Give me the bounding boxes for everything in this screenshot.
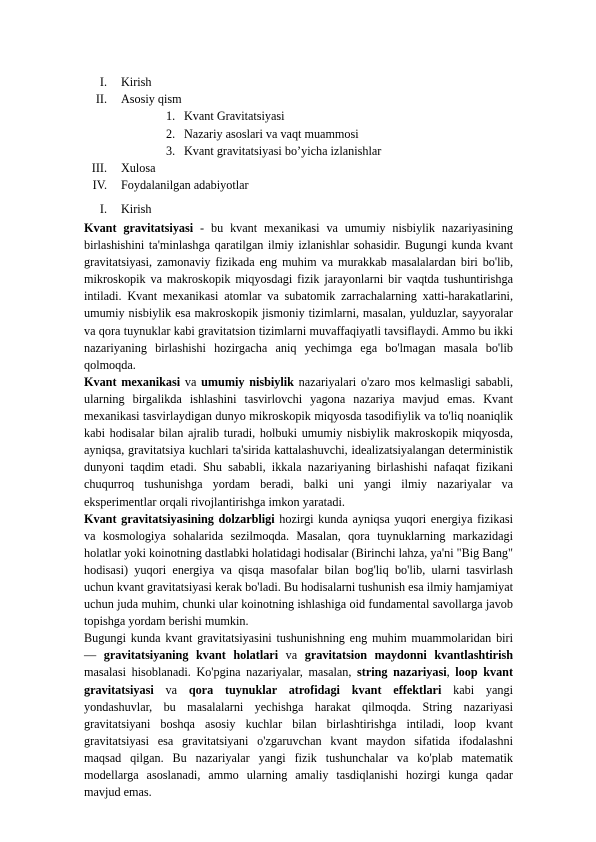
toc-subitem-label: Kvant Gravitatsiyasi xyxy=(184,109,285,124)
toc-item-kirish xyxy=(0,74,596,91)
paragraph-text: va xyxy=(180,374,202,389)
paragraph-text: - bu kvant mexanikasi va umumiy nisbiylik nazariyasining birlashishini ta'minlashga qaratilgan ilmiy izlanishlar sohasidir. Bugungi kunda kvant gravitatsiyasi, zamonaviy fizikada eng muhim va murakkab masalalardan biri bo'lib, mikroskopik va makroskopik miqyosdagi fizik jarayonlarni bir vaqtda tushuntirishga intiladi. Kvant mexanikasi atomlar va subatomik zarrachalarning xatti-harakatlarini, umumiy nisbiylik esa makroskopik jismoniy tizimlarni, masalan, yulduzlar, sayyoralar va qora tuynuklar kabi gravitatsion tizimlarni muvaffaqiyatli tavsiflaydi. Ammo bu ikki nazariyaning birlashishi hozirgacha aniq yechimga ega bo'lmagan masala bo'lib qolmoqda. xyxy=(84,221,513,372)
toc-item-number: III. xyxy=(91,160,107,175)
section-title: Kirish xyxy=(121,202,152,216)
paragraph-text: nazariyalari o'zaro mos kelmasligi sababli, ularning birgalikda ishlashini tasvirlovchi yagona nazariya mavjud emas. Kvant mexanikasi tasvirlaydigan dunyo mikroskopik miqyosda tasodifiylik va to'liq noaniqlik kabi hodisalar bilan ajralib turadi, holbuki umumiy nisbiylik makroskopik miqyosda, ayniqsa, gravitatsiya kuchlari ta'sirida kattalashuvchi, idealizatsiyalangan deterministik dunyoni taqdim etadi. Shu sababli, ikkala nazariyaning birlashishi nafaqat fizikani chuqurroq tushunishga yordam beradi, balki uni yangi ilmiy nazariyalar va eksperimentlar orqali rivojlantirishga imkon yaratadi. xyxy=(84,374,513,509)
paragraph-text: Bugungi kunda kvant gravitatsiyasini tushunishning eng muhim muammolaridan biri — xyxy=(84,631,513,663)
body-text xyxy=(84,220,513,801)
bold-term: qora tuynuklar atrofidagi kvant effektlari xyxy=(188,682,442,697)
bold-term: loop kvant gravitatsiyasi xyxy=(84,665,514,697)
bold-term: Kvant gravitatsiyasi xyxy=(84,221,194,235)
bold-term: umumiy nisbiylik xyxy=(201,374,294,389)
paragraph-3 xyxy=(84,511,513,631)
bold-term: string nazariyasi xyxy=(357,665,447,680)
toc-subitem-number: 1. xyxy=(166,109,176,124)
bold-term: Kvant mexanikasi xyxy=(84,374,181,389)
toc-item-label: Kirish xyxy=(121,75,152,89)
section-number: I. xyxy=(99,202,107,216)
toc-item-label: Foydalanilgan adabiyotlar xyxy=(121,178,249,193)
toc-item-adabiyotlar xyxy=(0,177,596,194)
toc-subitem-label: Kvant gravitatsiyasi bo’yicha izlanishlar xyxy=(184,143,382,158)
toc-subitem-number: 2. xyxy=(166,126,176,141)
paragraph-text: kabi yangi yondashuvlar, bu masalalarni yechishga harakat qilmoqda. String nazariyasi gravitatsiyani boshqa asosiy kuchlar bilan birlashtirishga intiladi, loop kvant gravitatsiyasi esa gravitatsiyani o'zgaruvchan kvant maydon sifatida ifodalashni maqsad qilgan. Bu nazariyalar yangi fizik tushunchalar va ko'plab matematik modellarga asoslanadi, ammo ularning amaliy tasdiqlanishi hozirgi kunga qadar mavjud emas. xyxy=(84,682,513,800)
paragraph-4 xyxy=(84,630,513,801)
paragraph-text: va xyxy=(278,648,305,663)
paragraph-text: va xyxy=(153,682,189,697)
toc-item-number: I. xyxy=(99,75,107,89)
bold-term: gravitatsiyaning kvant holatlari xyxy=(103,648,279,663)
toc-item-number: II. xyxy=(95,92,107,107)
toc-item-number: IV. xyxy=(92,178,107,193)
toc-subitem-kvant-gravitatsiyasi xyxy=(0,108,596,125)
toc-item-label: Asosiy qism xyxy=(121,92,182,107)
toc-item-xulosa xyxy=(0,160,596,177)
toc-subitem-nazariy-asoslari xyxy=(0,126,596,143)
paragraph-text: masalasi hisoblanadi. Ko'pgina nazariyalar, masalan, xyxy=(84,665,358,680)
section-heading xyxy=(0,201,596,218)
bold-term: gravitatsion maydonni kvantlashtirish xyxy=(304,648,513,663)
toc-subitem-izlanishlar xyxy=(0,143,596,160)
paragraph-text: , xyxy=(446,665,456,680)
bold-term: Kvant gravitatsiyasining dolzarbligi xyxy=(84,511,275,526)
toc-item-asosiy-qism xyxy=(0,91,596,108)
toc-subitem-number: 3. xyxy=(166,143,176,158)
paragraph-1 xyxy=(84,220,513,374)
table-of-contents xyxy=(0,74,596,194)
paragraph-2 xyxy=(84,374,513,511)
toc-subitem-label: Nazariy asoslari va vaqt muammosi xyxy=(184,126,359,141)
toc-item-label: Xulosa xyxy=(121,160,156,175)
paragraph-text: hozirgi kunda ayniqsa yuqori energiya fizikasi va kosmologiya sohalarida sezilmoqda. Masalan, qora tuynuklarning markazidagi holatlar yoki koinotning dastlabki holatidagi hodisalar (Birinchi lahza, ya'ni "Big Bang" hodisasi) yuqori energiya va qisqa masofalar bilan bog'liq bo'lib, ularni tasvirlash uchun kvant gravitatsiyasi kerak bo'ladi. Bu hodisalarni tushunish esa ilmiy hamjamiyat uchun juda muhim, chunki ular koinotning ishlashiga oid fundamental savollarga javob topishga yordam berishi mumkin. xyxy=(84,511,514,629)
